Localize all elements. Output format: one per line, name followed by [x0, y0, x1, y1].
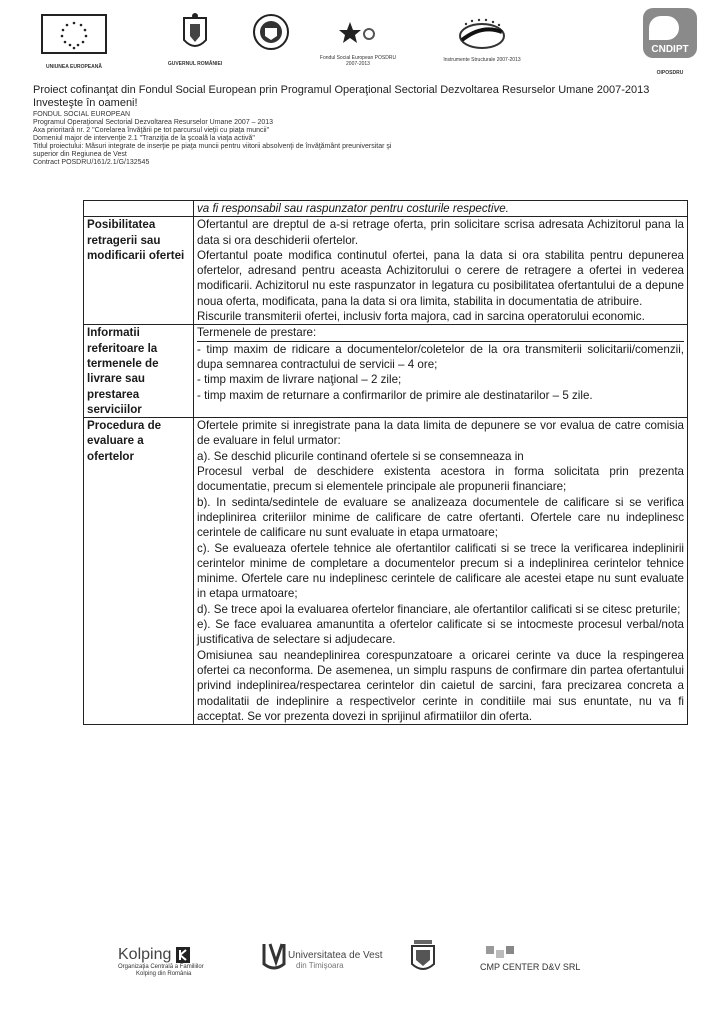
paragraph: Procesul verbal de deschidere existenta acestora in forma solicitata prin prezenta documentatie, precum si elementele principale ale propunerii financiare; [197, 465, 684, 494]
cndipt-logo [640, 8, 700, 76]
row-content-withdrawal [194, 217, 688, 325]
cndipt-badge [643, 8, 697, 58]
header-small-line: Titlul proiectului: Măsuri integrate de inserţie pe piaţa muncii pentru viitorii absolvenţi de învăţământ preuniversitar şi [33, 143, 392, 150]
header-small-line: Contract POSDRU/161/2.1/G/132545 [33, 159, 150, 166]
table-row [84, 201, 688, 217]
kolping-name: Kolping [118, 946, 172, 963]
procurement-table [83, 200, 688, 725]
paragraph: - timp maxim de returnare a confirmarilor de primire ale destinatarilor – 5 zile. [197, 388, 593, 402]
school-crest-icon [410, 940, 436, 974]
structural-instruments-icon [452, 16, 512, 52]
cndipt-name: CNDIPT [651, 44, 689, 55]
paragraph: Riscurile transmiterii ofertei, inclusiv forta majora, cad in sarcina operatorului economic. [197, 310, 645, 324]
delivery-heading: Termenele de prestare: [197, 325, 684, 341]
paragraph: Ofertele primite si inregistrate pana la data limita de depunere se vor evalua de catre comisia de evaluare in felul urmator: [197, 419, 684, 448]
eu-flag-icon [41, 14, 107, 54]
paragraph: d). Se trece apoi la evaluarea ofertelor financiare, ale ofertantilor calificati si se citesc preturile; [197, 602, 681, 616]
paragraph: a). Se deschid plicurile continand ofertele si se consemneaza in [197, 449, 524, 463]
header-small-line: Axa prioritară nr. 2 "Corelarea învăţării pe tot parcursul vieţii cu piaţa muncii" [33, 127, 270, 134]
fse-star-icon [338, 16, 378, 50]
ministry-logo [246, 12, 296, 59]
gov-logo [150, 12, 240, 67]
is-caption: Instrumente Structurale 2007-2013 [443, 57, 521, 63]
table-row [84, 325, 688, 418]
paragraph: b). In sedinta/sedintele de evaluare se analizeaza documentele de calificare si se verifica indeplinirea criteriilor minime de calificare de catre ofertanti. Ofertele care nu indeplinesc cerintele de calificare nu sunt evaluate in etapa urmatoare; [197, 495, 684, 540]
row-content-evaluation [194, 418, 688, 725]
fse-caption: Fondul Social European POSDRU 2007-2013 [319, 55, 397, 67]
paragraph: e). Se face evaluarea amanuntita a ofertelor calificate si se intocmeste procesul verbal/nota justificativa de selectare si adjudecare. [197, 618, 684, 647]
row-label-withdrawal: Posibilitatea retragerii sau modificarii ofertei [84, 217, 194, 325]
row-content-delivery [194, 325, 688, 418]
paragraph: Ofertantul poate modifica continutul ofertei, pana la data si ora stabilita pentru depunerea ofertelor, adresand pentru aceasta Achizitorului o cerere de retragere a ofertei in vederea modificarii. Achizitorul nu este raspunzator in legatura cu posibilitatea ofertantului de a depune noua oferta, modificata, pana la data si ora limita, stabilita in documentatia de atribuire. [197, 248, 684, 308]
kolping-sub2: Kolping din România [136, 971, 192, 978]
paragraph: - timp maxim de ridicare a documentelor/coletelor de la ora transmiterii solicitarii/comenzii, dupa semnarea contractului de servicii – 4 ore; [197, 342, 684, 371]
ministry-seal-icon [251, 12, 291, 54]
paragraph: - timp maxim de livrare naţional – 2 zile; [197, 373, 402, 387]
footer-logos [0, 940, 724, 1000]
header-small-line: Programul Operaţional Sectorial Dezvoltarea Resurselor Umane 2007 – 2013 [33, 119, 274, 126]
header-small-line: Domeniul major de intervenţie 2.1 "Tranziţia de la şcoală la viaţa activă" [33, 135, 255, 142]
paragraph: Omisiunea sau neandeplinirea corespunzatoare a oricarei cerinte va duce la respingerea ofertei ca neconforma. De asemenea, un simplu raspuns de confirmare din partea ofertantului privind indeplinirea/respectarea cerintelor din caietul de sarcini, fara precizarea concreta a modalitatii de indeplinire a respectivelor cerinte in conditiile mai sus enuntate, nu va fi acceptat. Se vor prezenta dovezi in sprijinul afirmatiilor din oferta. [197, 648, 684, 723]
kolping-k-icon [176, 947, 190, 963]
cndipt-caption: OIPOSDRU [656, 70, 684, 76]
header-small-line: FONDUL SOCIAL EUROPEAN [33, 111, 131, 118]
coat-of-arms-icon [180, 12, 210, 54]
kolping-sub1: Organizaţia Centrală a Familiilor [118, 964, 204, 971]
uvt-emblem-icon [262, 942, 286, 972]
row-label-evaluation: Procedura de evaluare a ofertelor [84, 418, 194, 725]
table-row [84, 217, 688, 325]
paragraph: c). Se evalueaza ofertele tehnice ale ofertantilor calificati si se trece la verificarea indeplinirii cerintelor minime de completare a documentelor precum si a indeplinirea cerintelor tehnice minime. Ofertele care nu indeplinesc cerintele de calificare ale acestei etape nu sunt evaluate in etapa urmatoare; [197, 541, 684, 601]
cmp-name: CMP CENTER D&V SRL [480, 962, 581, 972]
project-slogan: Investeşte în oameni! [33, 97, 138, 109]
uvt-name: Universitatea de Vest [288, 950, 383, 961]
paragraph: Ofertantul are dreptul de a-si retrage oferta, prin solicitare scrisa adresata Achizitorul pana la data si ora deschiderii ofertelor. [197, 218, 684, 247]
is-logo [432, 16, 532, 63]
project-header [33, 84, 693, 167]
eu-caption: UNIUNEA EUROPEANĂ [46, 64, 102, 70]
kolping-logo [118, 946, 248, 978]
table-cell-continuation: va fi responsabil sau raspunzator pentru costurile respective. [194, 201, 688, 217]
logo-row [0, 8, 724, 88]
eu-logo [34, 14, 114, 70]
header-small-line: superior din Regiunea de Vest [33, 151, 127, 158]
row-label-delivery: Informatii referitoare la termenele de livrare sau prestarea serviciilor [84, 325, 194, 418]
school-crest [410, 940, 440, 979]
project-title: Proiect cofinanţat din Fondul Social European prin Programul Operaţional Sectorial Dezvoltarea Resurselor Umane 2007-2013 [33, 84, 650, 96]
cmp-mark-icon [484, 944, 534, 962]
uvt-city: din Timişoara [296, 961, 344, 970]
fse-logo [318, 16, 398, 67]
table-cell-empty [84, 201, 194, 217]
cmp-logo [480, 944, 600, 972]
gov-caption: GUVERNUL ROMÂNIEI [167, 61, 223, 67]
table-row [84, 418, 688, 725]
